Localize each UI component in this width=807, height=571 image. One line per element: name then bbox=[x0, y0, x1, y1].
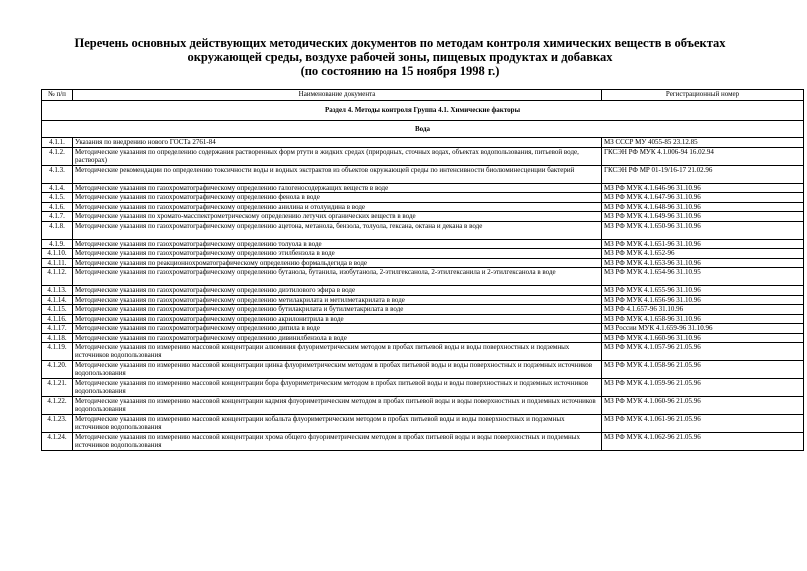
row-number: 4.1.16. bbox=[42, 314, 73, 324]
row-number: 4.1.24. bbox=[42, 433, 73, 451]
table-row bbox=[42, 268, 804, 286]
table-row bbox=[42, 305, 804, 315]
table-row bbox=[42, 147, 804, 165]
row-document-name: Методические указания по газохроматографическому определению бутанола, бутанила, изобутанола, 2-этилгексанола, 2-этилгексанила и 2-этилгексанола в воде bbox=[73, 268, 602, 286]
row-number: 4.1.18. bbox=[42, 333, 73, 343]
row-registration-number: МЗ РФ МУК 4.1.062-96 21.05.96 bbox=[602, 433, 804, 451]
row-number: 4.1.9. bbox=[42, 239, 73, 249]
row-registration-number: МЗ РФ МУК 4.1.655-96 31.10.96 bbox=[602, 286, 804, 296]
row-number: 4.1.4. bbox=[42, 183, 73, 193]
row-number: 4.1.13. bbox=[42, 286, 73, 296]
header-number: № п/п bbox=[42, 90, 73, 101]
row-document-name: Методические указания по измерению массовой концентрации бора флуориметрическим методом в пробах питьевой воды и воды поверхностных и подземных источников водопользования bbox=[73, 379, 602, 397]
row-registration-number: МЗ СССР МУ 4055-85 23.12.85 bbox=[602, 138, 804, 148]
row-registration-number: МЗ РФ МУК 4.1.059-96 21.05.96 bbox=[602, 379, 804, 397]
subsection-heading-row bbox=[42, 121, 804, 138]
row-number: 4.1.11. bbox=[42, 258, 73, 268]
row-document-name: Методические указания по газохроматографическому определению этилбензола в воде bbox=[73, 249, 602, 259]
row-number: 4.1.23. bbox=[42, 415, 73, 433]
row-number: 4.1.21. bbox=[42, 379, 73, 397]
row-document-name: Методические указания по измерению массовой концентрации кадмия флуориметрическим методом в пробах питьевой воды и воды поверхностных и подземных источников водопользования bbox=[73, 397, 602, 415]
table-row bbox=[42, 202, 804, 212]
row-number: 4.1.7. bbox=[42, 212, 73, 222]
row-registration-number: МЗ РФ МУК 4.1.060-96 21.05.96 bbox=[602, 397, 804, 415]
title-line-3: (по состоянию на 15 ноября 1998 г.) bbox=[300, 64, 500, 78]
table-row bbox=[42, 286, 804, 296]
row-registration-number: МЗ РФ МУК 4.1.651-96 31.10.96 bbox=[602, 239, 804, 249]
row-registration-number: МЗ РФ МУК 4.1.650-96 31.10.96 bbox=[602, 221, 804, 239]
row-registration-number: ГКСЭН РФ МУК 4.1.006-94 16.02.94 bbox=[602, 147, 804, 165]
documents-table bbox=[41, 89, 804, 451]
table-row bbox=[42, 397, 804, 415]
table-row bbox=[42, 379, 804, 397]
row-document-name: Методические указания по газохроматографическому определению ацетона, метанола, бензола, толуола, гексана, октана и декана в воде bbox=[73, 221, 602, 239]
row-number: 4.1.8. bbox=[42, 221, 73, 239]
row-number: 4.1.22. bbox=[42, 397, 73, 415]
title-line-2: окружающей среды, воздухе рабочей зоны, пищевых продуктах и добавках bbox=[187, 50, 613, 64]
header-registration-number: Регистрационный номер bbox=[602, 90, 804, 101]
row-document-name: Методические указания по газохроматографическому определению галогеносодержащих веществ в воде bbox=[73, 183, 602, 193]
table-row bbox=[42, 221, 804, 239]
row-registration-number: МЗ РФ МУК 4.1.646-96 31.10.96 bbox=[602, 183, 804, 193]
row-document-name: Методические указания по газохроматографическому определению диэтилового эфира в воде bbox=[73, 286, 602, 296]
section-heading-row bbox=[42, 101, 804, 121]
header-document-name: Наименование документа bbox=[73, 90, 602, 101]
row-registration-number: МЗ РФ МУК 4.1.647-96 31.10.96 bbox=[602, 193, 804, 203]
row-registration-number: МЗ РФ МУК 4.1.649-96 31.10.96 bbox=[602, 212, 804, 222]
row-registration-number: МЗ России МУК 4.1.659-96 31.10.96 bbox=[602, 324, 804, 334]
row-document-name: Методические указания по газохроматографическому определению акрилонитрила в воде bbox=[73, 314, 602, 324]
row-document-name: Методические указания по хромато-масспектрометрическому определению летучих органических веществ в воде bbox=[73, 212, 602, 222]
row-document-name: Методические указания по определению содержания растворенных форм ртути в жидких средах (природных, сточных водах, объектах водопользования, питьевой воде, растворах) bbox=[73, 147, 602, 165]
table-row bbox=[42, 324, 804, 334]
row-document-name: Методические указания по газохроматографическому определению дипила в воде bbox=[73, 324, 602, 334]
row-number: 4.1.15. bbox=[42, 305, 73, 315]
row-registration-number: МЗ РФ МУК 4.1.654-96 31.10.95 bbox=[602, 268, 804, 286]
row-document-name: Методические указания по газохроматографическому определению дивинилбензола в воде bbox=[73, 333, 602, 343]
table-row bbox=[42, 212, 804, 222]
table-row bbox=[42, 183, 804, 193]
row-registration-number: МЗ РФ МУК 4.1.057-96 21.05.96 bbox=[602, 343, 804, 361]
row-registration-number: МЗ РФ 4.1.657-96 31.10.96 bbox=[602, 305, 804, 315]
table-row bbox=[42, 138, 804, 148]
table-row bbox=[42, 433, 804, 451]
row-registration-number: МЗ РФ МУК 4.1.656-96 31.10.96 bbox=[602, 295, 804, 305]
row-number: 4.1.2. bbox=[42, 147, 73, 165]
title-line-1: Перечень основных действующих методических документов по методам контроля химических веществ в объектах bbox=[74, 36, 726, 50]
row-document-name: Методические указания по газохроматографическому определению анилина и отолуидина в воде bbox=[73, 202, 602, 212]
row-registration-number: МЗ РФ МУК 4.1.653-96 31.10.96 bbox=[602, 258, 804, 268]
subsection-heading: Вода bbox=[42, 121, 804, 138]
row-document-name: Методические указания по реакционнохроматографическому определению формальдегида в воде bbox=[73, 258, 602, 268]
row-document-name: Указания по внедрению нового ГОСТа 2761-84 bbox=[73, 138, 602, 148]
row-document-name: Методические указания по измерению массовой концентрации цинка флуориметрическим методом в пробах питьевой воды и воды поверхностных и подземных источников водопользования bbox=[73, 361, 602, 379]
row-document-name: Методические указания по измерению массовой концентрации хрома общего флуориметрическим методом в пробах питьевой воды и воды поверхностных и подземных источников водопользования bbox=[73, 433, 602, 451]
table-row bbox=[42, 314, 804, 324]
table-row bbox=[42, 165, 804, 183]
table-row bbox=[42, 249, 804, 259]
row-registration-number: МЗ РФ МУК 4.1.061-96 21.05.96 bbox=[602, 415, 804, 433]
row-registration-number: МЗ РФ МУК 4.1.648-96 31.10.96 bbox=[602, 202, 804, 212]
table-row bbox=[42, 258, 804, 268]
row-registration-number: ГКСЭН РФ МР 01-19/16-17 21.02.96 bbox=[602, 165, 804, 183]
document-title bbox=[40, 36, 760, 78]
row-number: 4.1.5. bbox=[42, 193, 73, 203]
row-number: 4.1.10. bbox=[42, 249, 73, 259]
row-document-name: Методические указания по газохроматографическому определению метилакрилата и метилметакрилата в воде bbox=[73, 295, 602, 305]
table-row bbox=[42, 333, 804, 343]
row-registration-number: МЗ РФ МУК 4.1.058-96 21.05.96 bbox=[602, 361, 804, 379]
row-number: 4.1.6. bbox=[42, 202, 73, 212]
row-document-name: Методические указания по газохроматографическому определению бутилакрилата и бутилметакрилата в воде bbox=[73, 305, 602, 315]
row-number: 4.1.3. bbox=[42, 165, 73, 183]
row-number: 4.1.19. bbox=[42, 343, 73, 361]
row-number: 4.1.17. bbox=[42, 324, 73, 334]
row-registration-number: МЗ РФ МУК 4.1.658-96 31.10.96 bbox=[602, 314, 804, 324]
table-row bbox=[42, 415, 804, 433]
row-document-name: Методические указания по измерению массовой концентрации алюминия флуориметрическим методом в пробах питьевой воды и воды поверхностных и подземных источников водопользования bbox=[73, 343, 602, 361]
row-registration-number: МЗ РФ МУК 4.1.652-96 bbox=[602, 249, 804, 259]
table-row bbox=[42, 193, 804, 203]
table-row bbox=[42, 239, 804, 249]
table-row bbox=[42, 361, 804, 379]
table-header-row bbox=[42, 90, 804, 101]
row-document-name: Методические рекомендации по определению токсичности воды и водных экстрактов из объектов окружающей среды по интенсивности биолюминесценции бактерий bbox=[73, 165, 602, 183]
row-registration-number: МЗ РФ МУК 4.1.660-96 31.10.96 bbox=[602, 333, 804, 343]
row-document-name: Методические указания по газохроматографическому определению фенола в воде bbox=[73, 193, 602, 203]
row-document-name: Методические указания по газохроматографическому определению толуола в воде bbox=[73, 239, 602, 249]
table-row bbox=[42, 343, 804, 361]
section-heading: Раздел 4. Методы контроля Группа 4.1. Химические факторы bbox=[42, 101, 804, 121]
row-number: 4.1.20. bbox=[42, 361, 73, 379]
row-document-name: Методические указания по измерению массовой концентрации кобальта флуориметрическим методом в пробах питьевой воды и воды поверхностных и подземных источников водопользования bbox=[73, 415, 602, 433]
table-row bbox=[42, 295, 804, 305]
row-number: 4.1.12. bbox=[42, 268, 73, 286]
row-number: 4.1.1. bbox=[42, 138, 73, 148]
row-number: 4.1.14. bbox=[42, 295, 73, 305]
